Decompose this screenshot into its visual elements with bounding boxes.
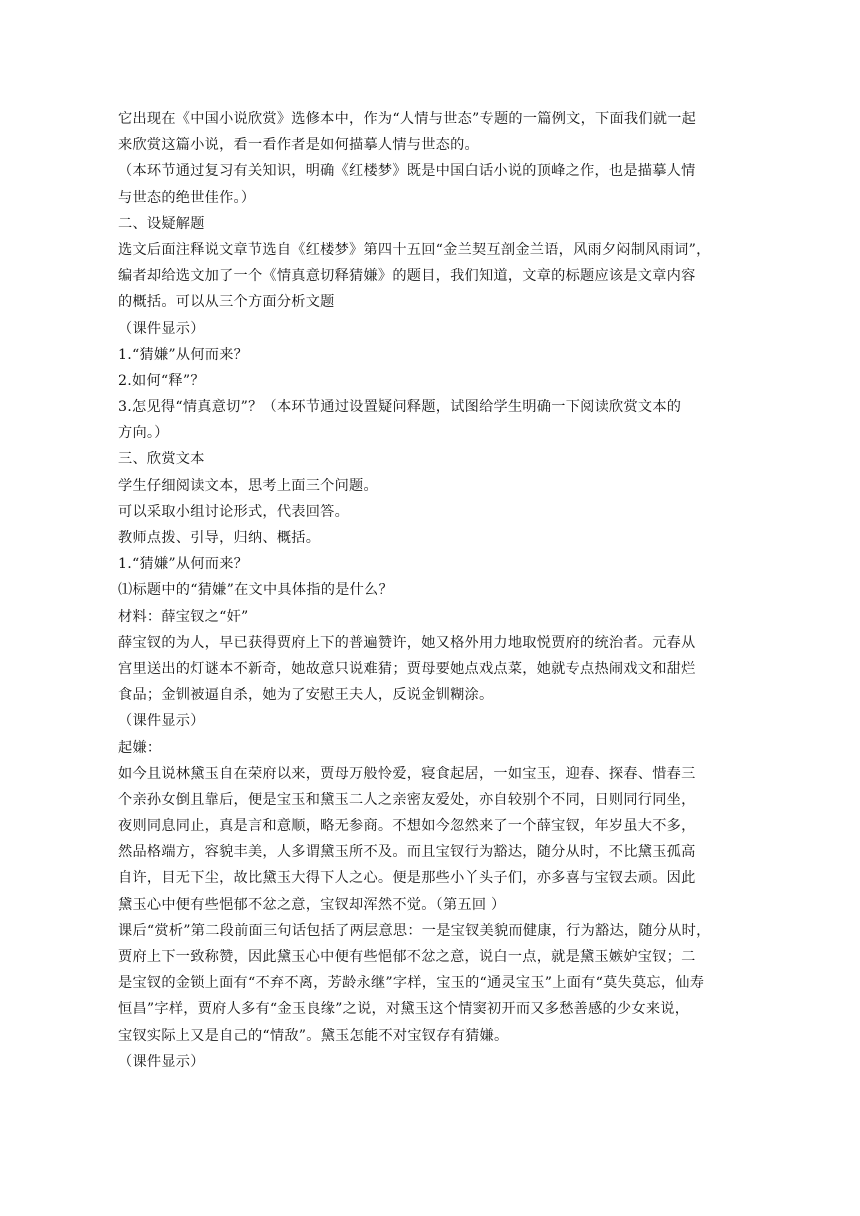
- text-line: 宝钗实际上又是自己的“情敌”。黛玉怎能不对宝钗存有猜嫌。: [118, 1027, 509, 1044]
- quote-line: 黛玉心中便有些悒郁不忿之意，宝钗却浑然不觉。（第五回 ）: [118, 896, 506, 913]
- section-heading: 二、设疑解题: [118, 215, 205, 232]
- text-line: 方向。）: [118, 425, 169, 442]
- quote-line: 然品格端方，容貌丰美，人多谓黛玉所不及。而且宝钗行为豁达，随分从时，不比黛玉孤高: [118, 844, 696, 861]
- text-line: 教师点拨、引导，归纳、概括。: [118, 530, 321, 546]
- quote-line: 夜则同息同止，真是言和意顺，略无参商。不想如今忽然来了一个薛宝钗，年岁虽大不多，: [118, 818, 696, 835]
- text-line: 是宝钗的金锁上面有“不弃不离，芳龄永继”字样，宝玉的“通灵宝玉”上面有“莫失莫忘，仙寿: [118, 975, 705, 992]
- text-line: 的概括。可以从三个方面分析文题: [118, 294, 335, 311]
- material-label: 材料：薛宝钗之“奸”: [118, 608, 249, 625]
- text-line: （本环节通过复习有关知识，明确《红楼梦》既是中国白话小说的顶峰之作，也是描摹人情: [118, 163, 696, 180]
- text-line: 学生仔细阅读文本，思考上面三个问题。: [118, 477, 378, 494]
- text-line: 选文后面注释说文章节选自《红楼梦》第四十五回“金兰契互剖金兰语，风雨夕闷制风雨词”，: [118, 241, 711, 258]
- courseware-note: （课件显示）: [118, 713, 205, 730]
- document-page: [118, 106, 743, 1075]
- section-heading: 三、欣赏文本: [118, 451, 205, 468]
- text-line: 宫里送出的灯谜本不新奇，她故意只说难猜；贾母要她点戏点菜，她就专点热闹戏文和甜烂: [118, 660, 696, 677]
- text-line: 薛宝钗的为人，早已获得贾府上下的普遍赞许，她又格外用力地取悦贾府的统治者。元春从: [118, 634, 696, 651]
- subheading: 起嫌：: [118, 739, 162, 756]
- question-item: 2.如何“释”？: [118, 372, 205, 389]
- question-item: 1.“猜嫌”从何而来？: [118, 346, 249, 363]
- text-line: 可以采取小组讨论形式，代表回答。: [118, 503, 350, 520]
- courseware-note: （课件显示）: [118, 320, 205, 337]
- text-line: 与世态的绝世佳作。）: [118, 189, 256, 206]
- quote-line: 自许，目无下尘，故比黛玉大得下人之心。便是那些小丫头子们，亦多喜与宝钗去顽。因此: [118, 870, 696, 887]
- text-line: 贾府上下一致称赞，因此黛玉心中便有些悒郁不忿之意，说白一点，就是黛玉嫉妒宝钗；二: [118, 949, 696, 965]
- text-line: 食品；金钏被逼自杀，她为了安慰王夫人，反说金钏糊涂。: [118, 687, 494, 704]
- question-item: 1.“猜嫌”从何而来？: [118, 556, 249, 573]
- text-line: 编者却给选文加了一个《情真意切释猜嫌》的题目，我们知道，文章的标题应该是文章内容: [118, 268, 696, 285]
- courseware-note: （课件显示）: [118, 1053, 205, 1070]
- text-line: 课后“赏析”第二段前面三句话包括了两层意思：一是宝钗美貌而健康，行为豁达，随分从时，: [118, 922, 711, 939]
- text-line: 来欣赏这篇小说，看一看作者是如何描摹人情与世态的。: [118, 137, 479, 154]
- quote-line: 个亲孙女倒且靠后，便是宝玉和黛玉二人之亲密友爱处，亦自较别个不同，日则同行同坐，: [118, 791, 696, 808]
- text-line: 它出现在《中国小说欣赏》选修本中，作为“人情与世态”专题的一篇例文，下面我们就一起: [118, 111, 697, 127]
- quote-line: 如今且说林黛玉自在荣府以来，贾母万般怜爱，寝食起居，一如宝玉，迎春、探春、惜春三: [118, 765, 696, 782]
- question-item: 3.怎见得“情真意切”？（本环节通过设置疑问释题，试图给学生明确一下阅读欣赏文本的: [118, 399, 682, 416]
- text-line: 恒昌”字样，贾府人多有“金玉良缘”之说，对黛玉这个情窦初开而又多愁善感的少女来说，: [118, 1001, 690, 1018]
- sub-question: ⑴标题中的“猜嫌”在文中具体指的是什么？: [118, 582, 393, 599]
